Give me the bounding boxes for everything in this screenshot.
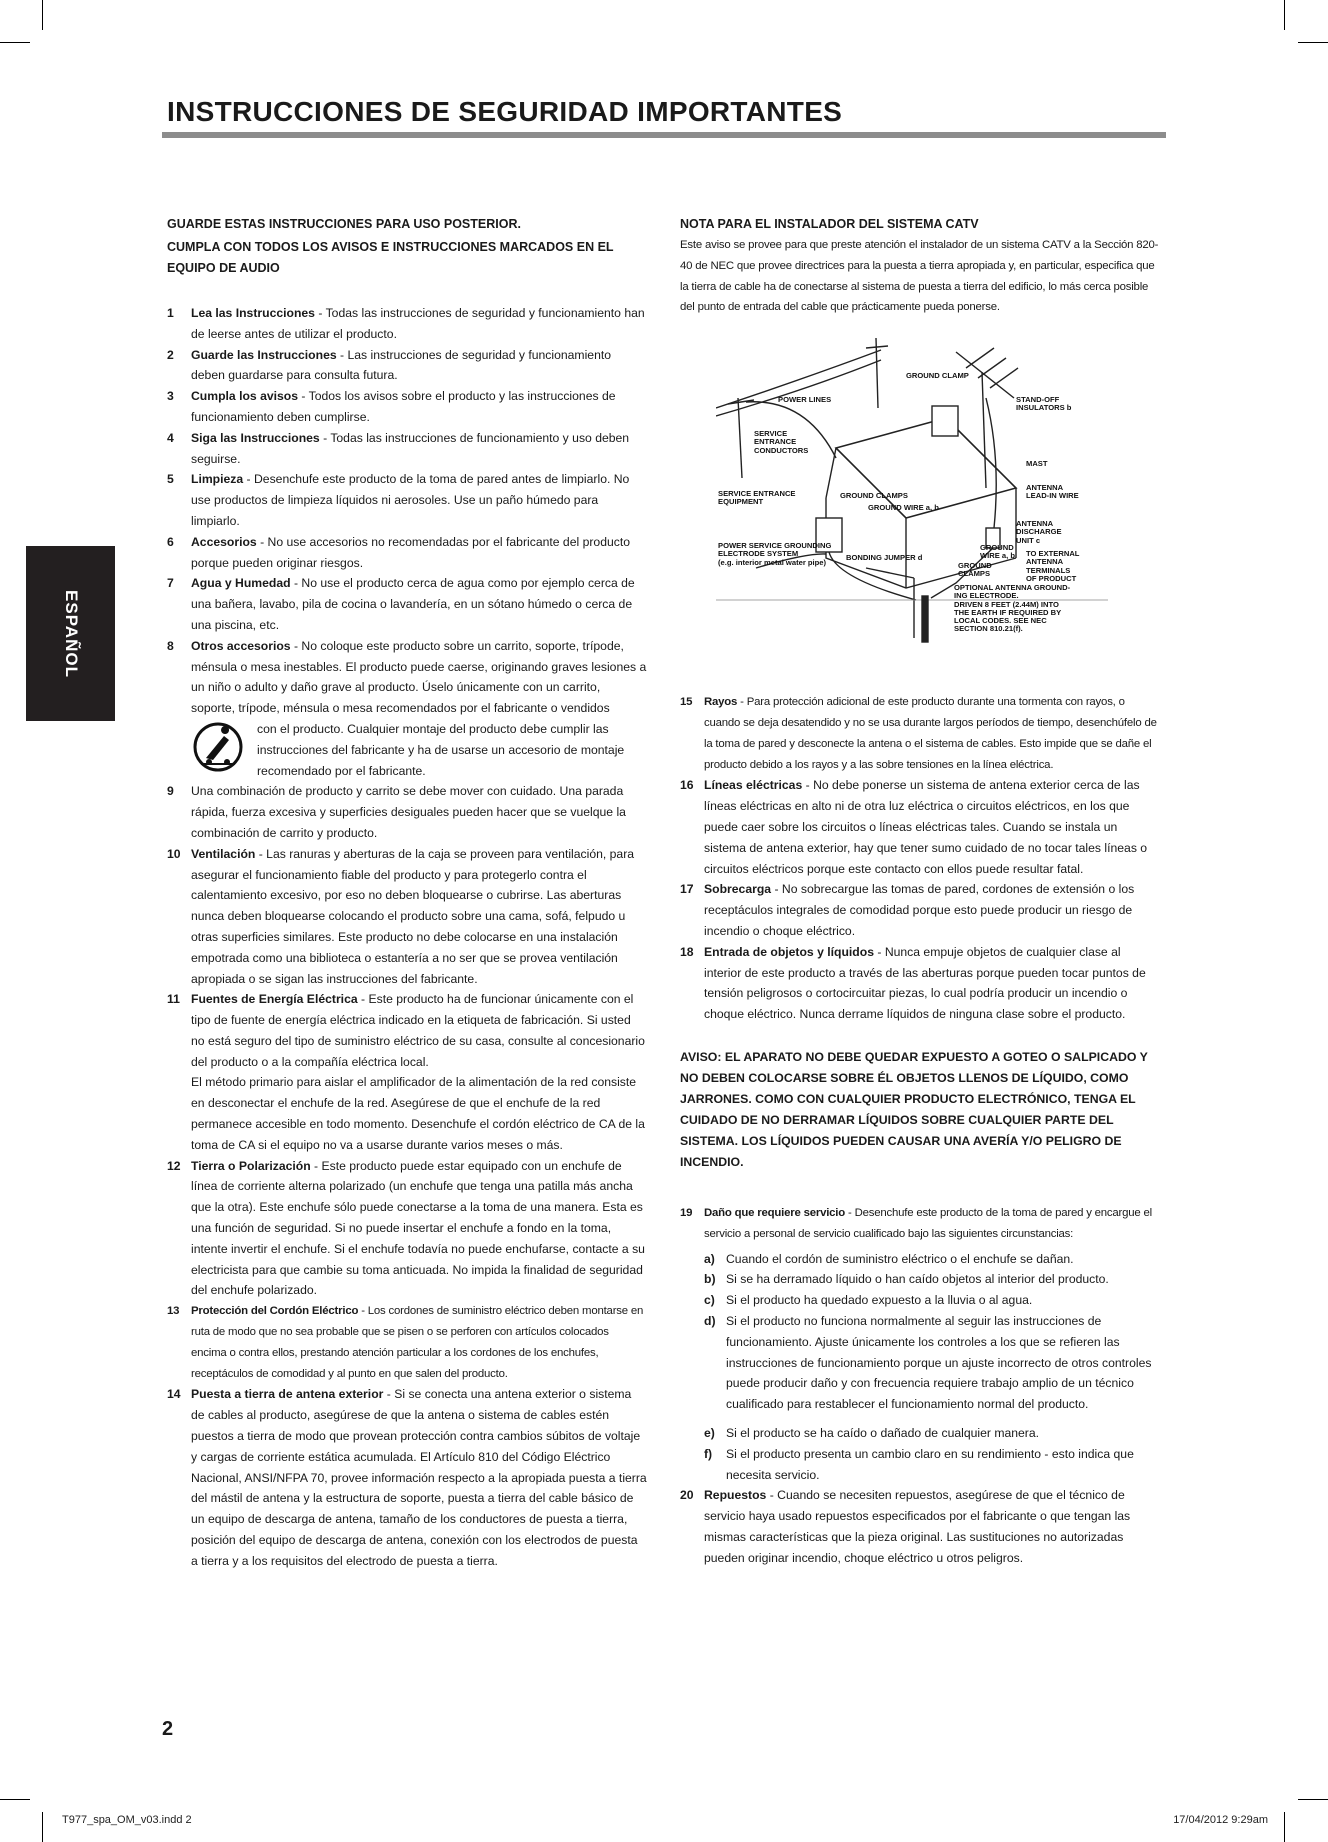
page-number: 2 bbox=[162, 1718, 174, 1740]
item-title: Fuentes de Energía Eléctrica bbox=[191, 992, 358, 1007]
item-text: - No use accesorios no recomendadas por el fabricante del producto porque pueden originar riesgos. bbox=[191, 534, 631, 570]
item-text: - Todas las instrucciones de seguridad y funcionamiento han de leerse antes de utilizar el producto. bbox=[191, 306, 645, 341]
item-title: Lea las Instrucciones bbox=[191, 306, 315, 320]
list-item bbox=[167, 1301, 647, 1384]
label-ground-clamps-2: GROUND CLAMPS bbox=[958, 561, 992, 579]
list-item bbox=[680, 879, 1160, 941]
item-title: Puesta a tierra de antena exterior bbox=[191, 1387, 384, 1402]
item-text: - Desenchufe este producto de la toma de pared y encargue el servicio a personal de servicio cualificado bajo las siguientes circunstancias: bbox=[704, 1206, 1152, 1240]
label-discharge-unit: ANTENNA DISCHARGE UNIT c bbox=[1016, 519, 1062, 545]
item-number: 17 bbox=[680, 882, 694, 897]
item-text-cart: con el producto. Cualquier montaje del producto debe cumplir las instrucciones del fabricante y ha de usarse un accesorio de montaje recomendado por el fabricante. bbox=[257, 721, 625, 778]
label-bonding-jumper: BONDING JUMPER d bbox=[846, 553, 923, 563]
item-text: - Cuando se necesiten repuestos, asegúrese de que el técnico de servicio haya usado repuestos especificados por el fabricante o que tengan las mismas características que la pieza original. Las sustituciones no autorizadas pueden originar incendio, choque eléctrico u otros peligros. bbox=[704, 1488, 1131, 1565]
item-text: - No coloque este producto sobre un carrito, soporte, trípode, ménsula o mesa inestables. El producto puede caerse, originando graves lesiones a un niño o adulto y daño grave al producto. Úselo únicamente con un carrito, soporte, trípode, ménsula o mesa recomendados por el fabricante o vendidos bbox=[191, 638, 647, 716]
list-item bbox=[167, 781, 647, 843]
sub-item-text: Si el producto presenta un cambio claro en su rendimiento - esto indica que necesita servicio. bbox=[726, 1446, 1134, 1482]
label-power-lines: POWER LINES bbox=[778, 395, 832, 405]
title-underline bbox=[162, 132, 1166, 138]
sub-item bbox=[680, 1269, 1160, 1290]
item-number: 6 bbox=[167, 534, 174, 549]
list-item bbox=[167, 573, 647, 635]
crop-mark bbox=[0, 1799, 30, 1800]
sub-item bbox=[680, 1249, 1160, 1270]
footer-file-info: T977_spa_OM_v03.indd 2 bbox=[62, 1814, 192, 1826]
page-title: INSTRUCCIONES DE SEGURIDAD IMPORTANTES bbox=[167, 96, 843, 127]
item-title: Entrada de objetos y líquidos bbox=[704, 944, 874, 959]
item-title: Tierra o Polarización bbox=[191, 1158, 311, 1173]
header-line-1: GUARDE ESTAS INSTRUCCIONES PARA USO POSTERIOR. bbox=[167, 217, 521, 231]
sub-item-letter: c) bbox=[704, 1293, 715, 1308]
list-item bbox=[167, 469, 647, 531]
item-title: Cumpla los avisos bbox=[191, 389, 299, 404]
label-lead-in: ANTENNA LEAD-IN WIRE bbox=[1026, 483, 1079, 501]
list-item bbox=[167, 989, 647, 1155]
item-text: - Nunca empuje objetos de cualquier clase al interior de este producto a través de las aberturas porque pueden tocar puntos de tensión peligrosos o cortocircuitar piezas, lo cual podría producir un incendio o choque eléctrico. Nunca derrame líquidos de ninguna clase sobre el producto. bbox=[704, 944, 1146, 1022]
item-title: Protección del Cordón Eléctrico bbox=[191, 1305, 359, 1318]
item-title: Daño que requiere servicio bbox=[704, 1206, 846, 1219]
list-item bbox=[680, 692, 1160, 775]
item-text: - Este producto puede estar equipado con un enchufe de línea de corriente alterna polarizado (un enchufe que tenga una patilla más ancha que la otra). Este enchufe sólo puede conectarse a la toma de una manera. Esta es una función de seguridad. Si no puede insertar el enchufe a fondo en la toma, intente invertir el enchufe. Si el enchufe todavía no puede enchufarse, contacte a su electricista para que cambie su toma anticuada. No impida la finalidad de seguridad del enchufe polarizado. bbox=[191, 1158, 645, 1298]
list-item bbox=[167, 1384, 647, 1571]
item-number: 10 bbox=[167, 846, 181, 861]
item-number: 3 bbox=[167, 389, 174, 404]
item-text: - Las instrucciones de seguridad y funcionamiento deben guardarse para consulta futura. bbox=[191, 347, 612, 383]
item-text: - Los cordones de suministro eléctrico deben montarse en ruta de modo que no sea probable que se pisen o se perforen con artículos colocados encima o contra ellos, prestando atención particular a los cordones de los enchufes, receptáculos de comodidad y al punto en que salen del producto. bbox=[191, 1305, 644, 1380]
item-number: 19 bbox=[680, 1206, 693, 1219]
footer-timestamp: 17/04/2012 9:29am bbox=[1173, 1814, 1268, 1826]
item-text: - No debe ponerse un sistema de antena exterior cerca de las líneas eléctricas en alto ni de otra luz eléctrica o circuitos eléctricos, en los que puede caer sobre los circuitos o líneas eléctricas tales. Cuando se instala un sistema de antena exterior, hay que tener sumo cuidado de no tocar tales líneas o circuitos eléctricos porque este contacto con ellos puede resultar fatal. bbox=[704, 778, 1148, 876]
item-text: - Para protección adicional de este producto durante una tormenta con rayos, o cuando se deja desatendido y no se usa durante largos períodos de tiempo, desenchúfelo de la toma de pared y desconecte la antena o el sistema de cables. Esto impide que se dañe el producto debido a los rayos y a las sobre tensiones en la línea eléctrica. bbox=[704, 696, 1157, 771]
item-text: Una combinación de producto y carrito se debe mover con cuidado. Una parada rápida, fuerza excesiva y superficies desiguales pueden hacer que se vuelque la combinación de carrito y producto. bbox=[191, 784, 626, 840]
item-text: - Las ranuras y aberturas de la caja se proveen para ventilación, para asegurar el funcionamiento fiable del producto y para protegerlo contra el calentamiento excesivo, por eso no deben bloquearse o cubrirse. Las aberturas nunca deben bloquearse colocando el producto sobre una cama, sofá, felpudo u otras superficies similares. Este producto no debe colocarse en una instalación empotrada como una biblioteca o estantería a no ser que se provea ventilación apropiada o se sigan las instrucciones del fabricante. bbox=[191, 846, 635, 986]
item-number: 18 bbox=[680, 944, 694, 959]
right-column bbox=[680, 214, 1160, 1568]
catv-heading: NOTA PARA EL INSTALADOR DEL SISTEMA CATV bbox=[680, 217, 979, 231]
list-item bbox=[167, 428, 647, 470]
language-tab bbox=[26, 546, 115, 721]
label-service-equipment: SERVICE ENTRANCE EQUIPMENT bbox=[718, 489, 796, 507]
list-item bbox=[167, 532, 647, 574]
item-number: 8 bbox=[167, 638, 174, 653]
item-text: - Todas las instrucciones de funcionamiento y uso deben seguirse. bbox=[191, 430, 630, 466]
item-title: Agua y Humedad bbox=[191, 576, 291, 591]
label-ground-wire-2: GROUND WIRE a, b bbox=[980, 543, 1016, 561]
label-service-conductors: SERVICE ENTRANCE CONDUCTORS bbox=[754, 429, 809, 455]
label-ground-clamps: GROUND CLAMPS bbox=[840, 491, 908, 501]
item-text: - Todos los avisos sobre el producto y las instrucciones de funcionamiento deben cumplirse. bbox=[191, 389, 616, 424]
sub-item-letter: e) bbox=[704, 1425, 715, 1440]
crop-mark bbox=[0, 42, 30, 43]
crop-mark bbox=[42, 0, 43, 30]
crop-mark bbox=[1298, 42, 1328, 43]
item-text: - Si se conecta una antena exterior o sistema de cables al producto, asegúrese de que la antena o sistema de cables estén puestos a tierra de modo que provean protección contra cambios súbitos de voltaje y cargas de corriente estática acumulada. El Artículo 810 del Código Eléctrico Nacional, ANSI/NFPA 70, provee información respecto a la apropiada puesta a tierra del mástil de antena y la estructura de soporte, puesta a tierra del cable básico de un equipo de descarga de antena, tamaño de los conductores de puesta a tierra, posición del equipo de descarga de antena, conexión con los electrodos de puesta a tierra y a los requisitos del electrodo de puesta a tierra. bbox=[191, 1387, 647, 1568]
header-line-2: CUMPLA CON TODOS LOS AVISOS E INSTRUCCIONES MARCADOS EN EL EQUIPO DE AUDIO bbox=[167, 240, 614, 275]
item-title: Guarde las Instrucciones bbox=[191, 347, 337, 362]
item-title: Siga las Instrucciones bbox=[191, 430, 320, 445]
item-number: 20 bbox=[680, 1488, 694, 1503]
left-column bbox=[167, 214, 647, 1572]
list-item bbox=[680, 1485, 1160, 1568]
item-number: 14 bbox=[167, 1387, 181, 1402]
item-title: Rayos bbox=[704, 696, 738, 709]
item-text: - Este producto ha de funcionar únicamente con el tipo de fuente de energía eléctrica indicado en la etiqueta de fabricación. Si usted no está seguro del tipo de suministro eléctrico de su casa, consulte al concesionario del producto o a la compañía eléctrica local. bbox=[191, 992, 645, 1069]
item-title: Ventilación bbox=[191, 846, 256, 861]
item-title: Limpieza bbox=[191, 472, 244, 487]
list-item bbox=[167, 636, 647, 782]
sub-item-text: Si el producto no funciona normalmente al seguir las instrucciones de funcionamiento. Ajuste únicamente los controles a los que se refieren las instrucciones de funcionamiento porque un ajuste incorrecto de otros controles puede producir daño y con frecuencia requiere trabajo amplio de un técnico cualificado para restablecer el funcionamiento normal del producto. bbox=[726, 1313, 1152, 1412]
sub-item-letter: b) bbox=[704, 1272, 716, 1287]
sub-item-text: Si el producto ha quedado expuesto a la lluvia o al agua. bbox=[726, 1293, 1033, 1308]
item-title: Accesorios bbox=[191, 534, 257, 549]
label-to-external: TO EXTERNAL ANTENNA TERMINALS OF PRODUCT bbox=[1026, 549, 1080, 583]
sub-item-text: Cuando el cordón de suministro eléctrico o el enchufe se dañan. bbox=[726, 1251, 1074, 1266]
item-number: 4 bbox=[167, 430, 174, 445]
list-item bbox=[167, 844, 647, 990]
sub-item bbox=[680, 1311, 1160, 1415]
label-power-grounding: POWER SERVICE GROUNDING ELECTRODE SYSTEM (e.g. interior metal water pipe) bbox=[718, 541, 832, 567]
item-text: - No use el producto cerca de agua como por ejemplo cerca de una bañera, lavabo, pila de cocina o lavandería, en un sótano húmedo o cerca de una piscina, etc. bbox=[191, 576, 635, 632]
list-item bbox=[167, 1156, 647, 1302]
item-number: 9 bbox=[167, 784, 174, 799]
language-tab-label: ESPAÑOL bbox=[61, 589, 81, 678]
label-stand-off: STAND-OFF INSULATORS b bbox=[1016, 395, 1072, 413]
list-item bbox=[680, 775, 1160, 879]
item-number: 2 bbox=[167, 347, 174, 362]
list-item bbox=[167, 345, 647, 387]
sub-item bbox=[680, 1290, 1160, 1311]
label-mast: MAST bbox=[1026, 459, 1048, 469]
sub-item-text: Si el producto se ha caído o dañado de cualquier manera. bbox=[726, 1425, 1040, 1440]
item-number: 16 bbox=[680, 778, 694, 793]
sub-item bbox=[680, 1423, 1160, 1444]
liquid-warning: AVISO: EL APARATO NO DEBE QUEDAR EXPUESTO A GOTEO O SALPICADO Y NO DEBEN COLOCARSE SOBRE ÉL OBJETOS LLENOS DE LÍQUIDO, COMO JARRONES. COMO CON CUALQUIER PRODUCTO ELECTRÓNICO, TENGA EL CUIDADO DE NO DERRAMAR LÍQUIDOS SOBRE CUALQUIER PARTE DEL SISTEMA. LOS LÍQUIDOS PUEDEN CAUSAR UNA AVERÍA Y/O PELIGRO DE INCENDIO. bbox=[680, 1049, 1148, 1169]
sub-item bbox=[680, 1444, 1160, 1486]
crop-mark bbox=[42, 1812, 43, 1842]
crop-mark bbox=[1284, 0, 1285, 30]
item-number: 7 bbox=[167, 576, 174, 591]
cart-warning-icon bbox=[191, 722, 245, 772]
item-number: 13 bbox=[167, 1305, 180, 1318]
item-title: Sobrecarga bbox=[704, 882, 772, 897]
catv-text: Este aviso se provee para que preste atención el instalador de un sistema CATV a la Sección 820-40 de NEC que provee directrices para la puesta a tierra apropiada y, en particular, especifica que la tierra de cable ha de conectarse al sistema de puesta a tierra del edificio, lo más cerca posible del punto de entrada del cable que prácticamente pueda ponerse. bbox=[680, 239, 1159, 314]
sub-item-text: Si se ha derramado líquido o han caído objetos al interior del producto. bbox=[726, 1272, 1109, 1287]
item-number: 11 bbox=[167, 992, 180, 1007]
sub-item-letter: f) bbox=[704, 1446, 713, 1461]
item-number: 15 bbox=[680, 696, 693, 709]
item-title: Líneas eléctricas bbox=[704, 778, 803, 793]
item-text-extra: El método primario para aislar el amplificador de la alimentación de la red consiste en desconectar el enchufe de la red. Asegúrese de que el enchufe de la red permanece accesible en todo momento. Desenchufe el cordón eléctrico de CA de la toma de CA si el equipo no va a usarse durante varios meses o más. bbox=[191, 1075, 645, 1152]
list-item bbox=[167, 303, 647, 345]
item-text: - Desenchufe este producto de la toma de pared antes de limpiarlo. No use productos de limpieza líquidos ni aerosoles. Use un paño húmedo para limpiarlo. bbox=[191, 472, 630, 528]
item-number: 5 bbox=[167, 472, 174, 487]
label-optional-electrode: OPTIONAL ANTENNA GROUND- ING ELECTRODE. DRIVEN 8 FEET (2.44M) INTO THE EARTH IF REQUIRED BY LOCAL CODES. SEE NEC SECTION 810.21(f). bbox=[954, 583, 1071, 634]
label-ground-wire: GROUND WIRE a, b bbox=[868, 503, 939, 513]
item-text: - No sobrecargue las tomas de pared, cordones de extensión o los receptáculos integrales de comodidad porque esto puede producir un riesgo de incendio o choque eléctrico. bbox=[704, 882, 1135, 938]
list-item bbox=[167, 386, 647, 428]
crop-mark bbox=[1298, 1799, 1328, 1800]
item-title: Otros accesorios bbox=[191, 638, 291, 653]
item-title: Repuestos bbox=[704, 1488, 767, 1503]
item-number: 1 bbox=[167, 306, 174, 320]
antenna-grounding-diagram bbox=[716, 338, 1108, 658]
sub-item-letter: a) bbox=[704, 1251, 715, 1266]
item-number: 12 bbox=[167, 1158, 181, 1173]
crop-mark bbox=[1284, 1812, 1285, 1842]
sub-item-letter: d) bbox=[704, 1313, 716, 1328]
list-item bbox=[680, 942, 1160, 1025]
label-ground-clamp: GROUND CLAMP bbox=[906, 371, 969, 381]
list-item bbox=[680, 1203, 1160, 1245]
